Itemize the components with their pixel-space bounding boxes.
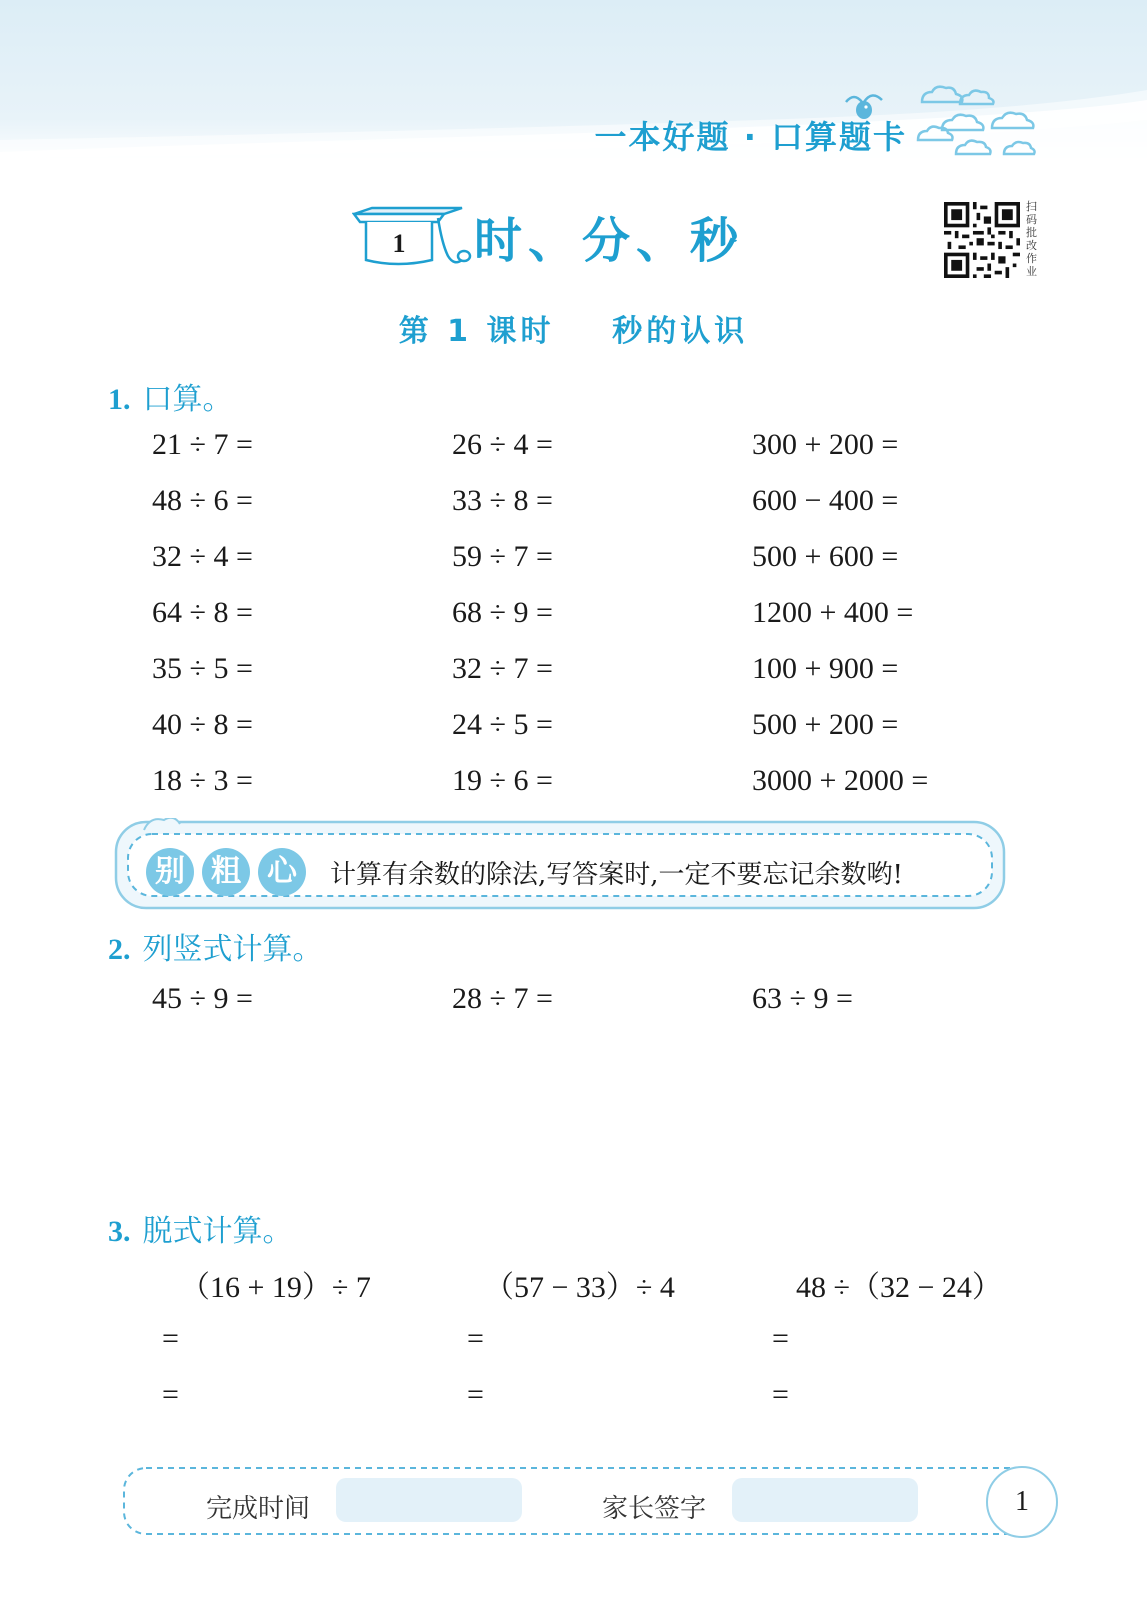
calc-item: 100 + 900 = [752,652,899,685]
page-number: 1 [986,1466,1058,1538]
question-number: 3. [108,1215,131,1248]
question-number: 1. [108,383,131,416]
calc-item: 32 ÷ 7 = [452,652,553,685]
header-banner [0,0,1147,170]
question-3-heading [108,1206,293,1250]
tip-text: 计算有余数的除法,写答案时,一定不要忘记余数哟! [330,860,903,890]
calc-item: 28 ÷ 7 = [452,982,553,1015]
tip-badge: 粗 [202,848,250,896]
question-2-heading [108,924,323,968]
completion-time-field[interactable] [336,1478,522,1522]
graduation-cap-icon [352,204,474,276]
calc-item: （16 + 19）÷ 7 [180,1271,371,1304]
calc-item: 18 ÷ 3 = [152,764,253,797]
tip-badge: 别 [146,848,194,896]
equals-sign: = [467,1322,484,1355]
qr-caption: 扫码批改作业 [1026,200,1037,278]
question-number: 2. [108,933,131,966]
calc-item: 500 + 200 = [752,708,899,741]
calc-item: 63 ÷ 9 = [752,982,853,1015]
calc-item: 45 ÷ 9 = [152,982,253,1015]
calc-item: 300 + 200 = [752,428,899,461]
calc-item: 26 ÷ 4 = [452,428,553,461]
calc-item: 48 ÷（32 − 24） [796,1271,1002,1304]
question-1-heading [108,374,233,418]
question-title: 口算。 [142,382,233,417]
brand-title: 一本好题 · 口算题卡 [594,118,907,156]
calc-item: 64 ÷ 8 = [152,596,253,629]
calc-item: 35 ÷ 5 = [152,652,253,685]
calc-item: （57 − 33）÷ 4 [484,1271,675,1304]
completion-time-label: 完成时间 [206,1494,311,1524]
equals-sign: = [772,1378,789,1411]
tip-box [110,818,1010,912]
equals-sign: = [467,1378,484,1411]
calc-item: 68 ÷ 9 = [452,596,553,629]
equals-sign: = [772,1322,789,1355]
calc-item: 3000 + 2000 = [752,764,929,797]
lesson-title: 第 1 课时 秒的认识 [398,314,749,349]
question-title: 脱式计算。 [142,1214,293,1249]
tip-badge: 心 [258,848,306,896]
equals-sign: = [162,1378,179,1411]
unit-number: 1 [392,229,406,258]
calc-item: 500 + 600 = [752,540,899,573]
calc-item: 19 ÷ 6 = [452,764,553,797]
parent-signature-label: 家长签字 [602,1494,707,1524]
footer-bar [122,1462,1057,1542]
cloud-icon [912,82,1042,167]
calc-item: 21 ÷ 7 = [152,428,253,461]
question-title: 列竖式计算。 [142,932,323,967]
calc-item: 32 ÷ 4 = [152,540,253,573]
calc-item: 48 ÷ 6 = [152,484,253,517]
calc-item: 24 ÷ 5 = [452,708,553,741]
calc-item: 600 − 400 = [752,484,899,517]
equals-sign: = [162,1322,179,1355]
calc-item: 1200 + 400 = [752,596,914,629]
unit-title: 时、分、秒 [474,213,745,269]
parent-signature-field[interactable] [732,1478,918,1522]
qr-code[interactable] [944,202,1020,278]
calc-item: 40 ÷ 8 = [152,708,253,741]
calc-item: 59 ÷ 7 = [452,540,553,573]
calc-item: 33 ÷ 8 = [452,484,553,517]
